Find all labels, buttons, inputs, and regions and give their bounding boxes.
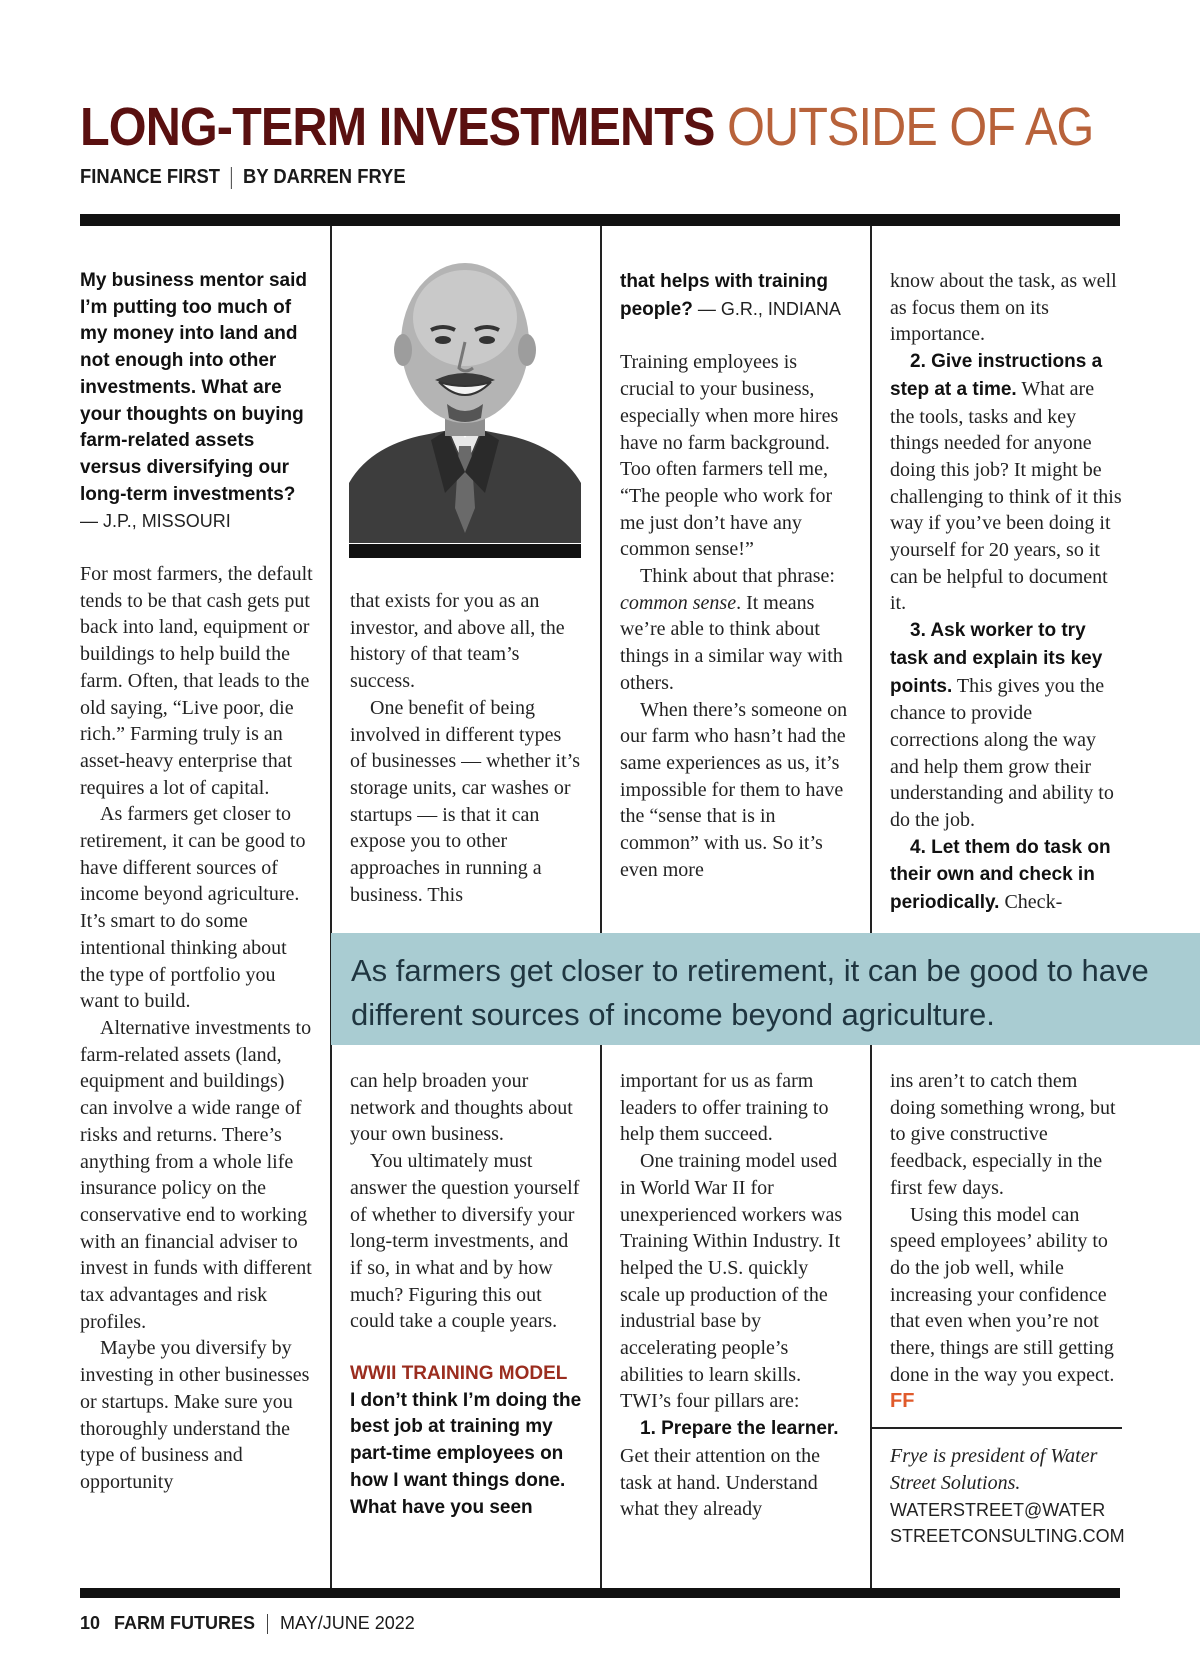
footer-divider xyxy=(267,1614,268,1634)
question-attribution-1: — J.P., MISSOURI xyxy=(80,511,231,532)
reader-question-2-end: that helps with training people? xyxy=(620,271,828,320)
reader-question-2: I don’t think I’m doing the best job at training my part-time employees on how I want things done. What have you seen xyxy=(350,1389,582,1518)
pull-quote: As farmers get closer to retirement, it can be good to have different sources of income beyond agriculture. xyxy=(331,933,1200,1045)
paragraph: Using this model can speed employees’ ability to do the job well, while increasing your confidence that even when you’re not there, things are still getting done in the way you expect. FF xyxy=(890,1203,1115,1413)
question-attribution-2: — G.R., INDIANA xyxy=(697,298,841,319)
top-rule xyxy=(80,214,1120,226)
page-number: 10 xyxy=(80,1613,101,1633)
article-title xyxy=(80,95,1093,159)
column-2-top xyxy=(350,588,582,908)
column-name: FINANCE FIRST xyxy=(80,166,221,188)
paragraph: One training model used in World War II for unexperienced workers was Training Within Industry. It helped the U.S. quickly scale up production of the industrial base by accelerating people’s abilities to learn skills. TWI’s four pillars are: xyxy=(620,1150,843,1413)
column-divider-1 xyxy=(330,226,332,1588)
paragraph: One benefit of being involved in different types of businesses — whether it’s storage units, car washes or startups — is that it can expose you to other approaches in running a business. This xyxy=(350,696,580,906)
paragraph: that exists for you as an investor, and above all, the history of that team’s success. xyxy=(350,590,565,693)
page-footer xyxy=(80,1613,415,1634)
paragraph: Maybe you diversify by investing in other businesses or startups. Make sure you thoroughly understand the type of business and opportunity xyxy=(80,1337,310,1493)
column-4-top xyxy=(890,268,1122,917)
paragraph: When there’s someone on our farm who hasn’t had the same experiences as us, it’s impossible for them to have the “sense that is in common” with us. So it’s even more xyxy=(620,698,848,881)
pillar-4: 4. Let them do task on their own and check in periodically. Check- xyxy=(890,836,1111,914)
paragraph: You ultimately must answer the question yourself of whether to diversify your long-term investments, and if so, in what and by how much? Figuring this out could take a couple years. xyxy=(350,1150,580,1333)
reader-question-1: My business mentor said I’m putting too much of my money into land and not enough into other investments. What are your thoughts on buying farm-related assets versus diversifying our long-term investments? xyxy=(80,270,308,505)
column-1 xyxy=(80,268,316,1496)
column-4-bottom xyxy=(890,1068,1125,1550)
paragraph: know about the task, as well as focus them on its importance. xyxy=(890,270,1117,346)
title-bold: LONG-TERM INVESTMENTS xyxy=(80,97,715,157)
issue-date: MAY/JUNE 2022 xyxy=(280,1613,415,1633)
end-mark: FF xyxy=(890,1390,915,1413)
pillar-1: 1. Prepare the learner. Get their attention on the task at hand. Understand what they already xyxy=(620,1418,839,1521)
paragraph: ins aren’t to catch them doing something wrong, but to give constructive feedback, especially in the first few days. xyxy=(890,1070,1116,1199)
byline xyxy=(80,166,406,189)
author-name: BY DARREN FRYE xyxy=(243,166,406,188)
author-email[interactable]: WATERSTREET@WATER STREETCONSULTING.COM xyxy=(890,1499,1125,1547)
section-heading: WWII TRAINING MODEL xyxy=(350,1363,568,1385)
paragraph: For most farmers, the default tends to be that cash gets put back into land, equipment or buildings to help build the farm. Often, that leads to the old saying, “Live poor, die rich.” Farming truly is an asset-heavy enterprise that requires a lot of capital. xyxy=(80,563,313,799)
paragraph: can help broaden your network and thoughts about your own business. xyxy=(350,1070,573,1146)
column-divider-3 xyxy=(870,226,872,1588)
column-2-bottom xyxy=(350,1068,582,1521)
paragraph: Training employees is crucial to your business, especially when more hires have no farm background. Too often farmers tell me, “The people who work for me just don’t have any common sense!” xyxy=(620,351,839,561)
bio-divider xyxy=(872,1427,1122,1429)
column-divider-2 xyxy=(600,226,602,1588)
magazine-name: FARM FUTURES xyxy=(114,1613,256,1633)
paragraph: Think about that phrase: common sense. It means we’re able to think about things in a similar way with others. xyxy=(620,565,843,694)
emphasis-text: common sense xyxy=(620,591,737,614)
author-bio: Frye is president of Water Street Solutions. xyxy=(890,1445,1098,1494)
bottom-rule xyxy=(80,1588,1120,1598)
column-3-top xyxy=(620,268,852,883)
paragraph: Alternative investments to farm-related assets (land, equipment and buildings) can involve a wide range of risks and returns. There’s anything from a whole life insurance policy on the conservative end to working with an financial adviser to invest in funds with different tax advantages and risk profiles. xyxy=(80,1016,312,1333)
column-3-bottom xyxy=(620,1068,852,1523)
byline-divider xyxy=(231,167,232,189)
pillar-2: 2. Give instructions a step at a time. What are the tools, tasks and key things needed for anyone doing this job? It might be challenging to think of it this way if you’ve been doing it yourself for 20 years, so it can be helpful to document it. xyxy=(890,351,1122,615)
paragraph: As farmers get closer to retirement, it can be good to have different sources of income beyond agriculture. It’s smart to do some intentional thinking about the type of portfolio you want to build. xyxy=(80,803,306,1013)
author-portrait xyxy=(349,258,581,558)
pillar-3: 3. Ask worker to try task and explain its key points. This gives you the chance to provide corrections along the way and help them grow their understanding and ability to do the job. xyxy=(890,620,1114,832)
paragraph: important for us as farm leaders to offer training to help them succeed. xyxy=(620,1070,829,1146)
title-light: OUTSIDE OF AG xyxy=(727,97,1094,157)
